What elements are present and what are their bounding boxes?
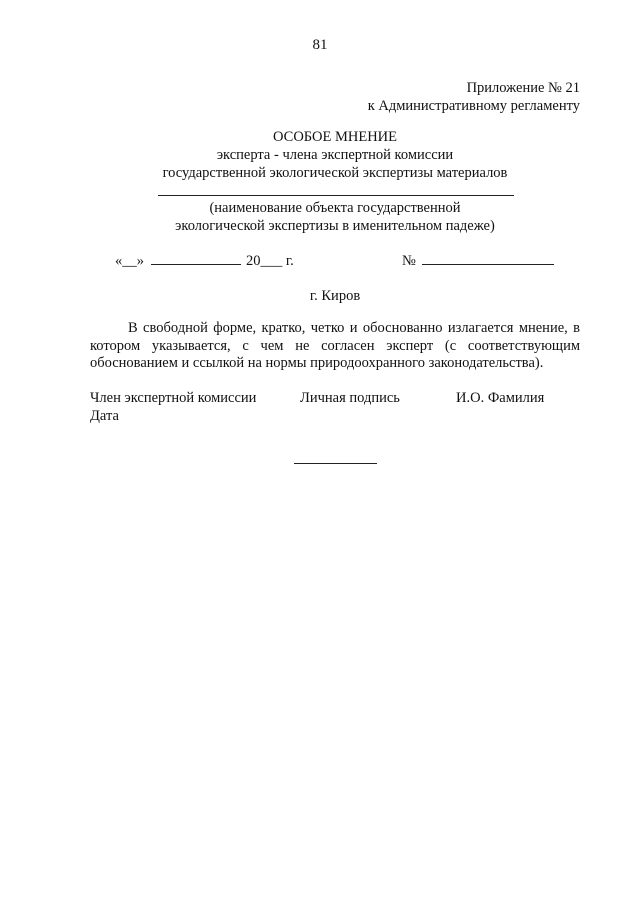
document-heading: ОСОБОЕ МНЕНИЕ <box>273 129 397 145</box>
body-paragraph: В свободной форме, кратко, четко и обоснованно излагается мнение, в котором указывается, с чем не согласен эксперт (с соответствующим обоснованием и ссылкой на нормы природоохранного законодательства). <box>90 320 580 371</box>
date-close-quote: » <box>136 253 144 269</box>
signature-label: Личная подпись <box>300 390 400 406</box>
date-day-blank: __ <box>122 253 137 269</box>
object-name-caption <box>0 199 640 235</box>
date-field <box>115 251 294 270</box>
signature-name-label: И.О. Фамилия <box>456 390 545 406</box>
date-year-prefix: 20 <box>246 253 261 269</box>
closing-rule <box>294 463 377 464</box>
date-open-quote: « <box>115 253 123 269</box>
object-name-blank-line <box>158 195 514 196</box>
document-title-block <box>0 128 640 182</box>
document-subtitle-line-2: государственной экологической экспертизы материалов <box>162 165 508 181</box>
page-number: 81 <box>312 37 328 53</box>
body-text <box>90 320 580 373</box>
signature-member-label: Член экспертной комиссии <box>90 390 257 406</box>
appendix-number: Приложение № 21 <box>466 80 580 96</box>
number-label: № <box>402 253 416 269</box>
date-year-suffix: г. <box>285 253 294 269</box>
city-name: г. Киров <box>309 288 361 304</box>
date-year-blank: ___ <box>260 253 283 269</box>
number-blank <box>422 251 554 265</box>
appendix-reference <box>368 79 580 115</box>
date-month-blank <box>151 251 241 265</box>
appendix-regulation: к Административному регламенту <box>367 98 580 114</box>
signature-date-label: Дата <box>90 408 119 424</box>
document-subtitle-line-1: эксперта - члена экспертной комиссии <box>216 147 454 163</box>
object-caption-line-2: экологической экспертизы в именительном падеже) <box>175 218 495 234</box>
object-caption-line-1: (наименование объекта государственной <box>209 200 461 216</box>
number-field <box>402 251 554 270</box>
